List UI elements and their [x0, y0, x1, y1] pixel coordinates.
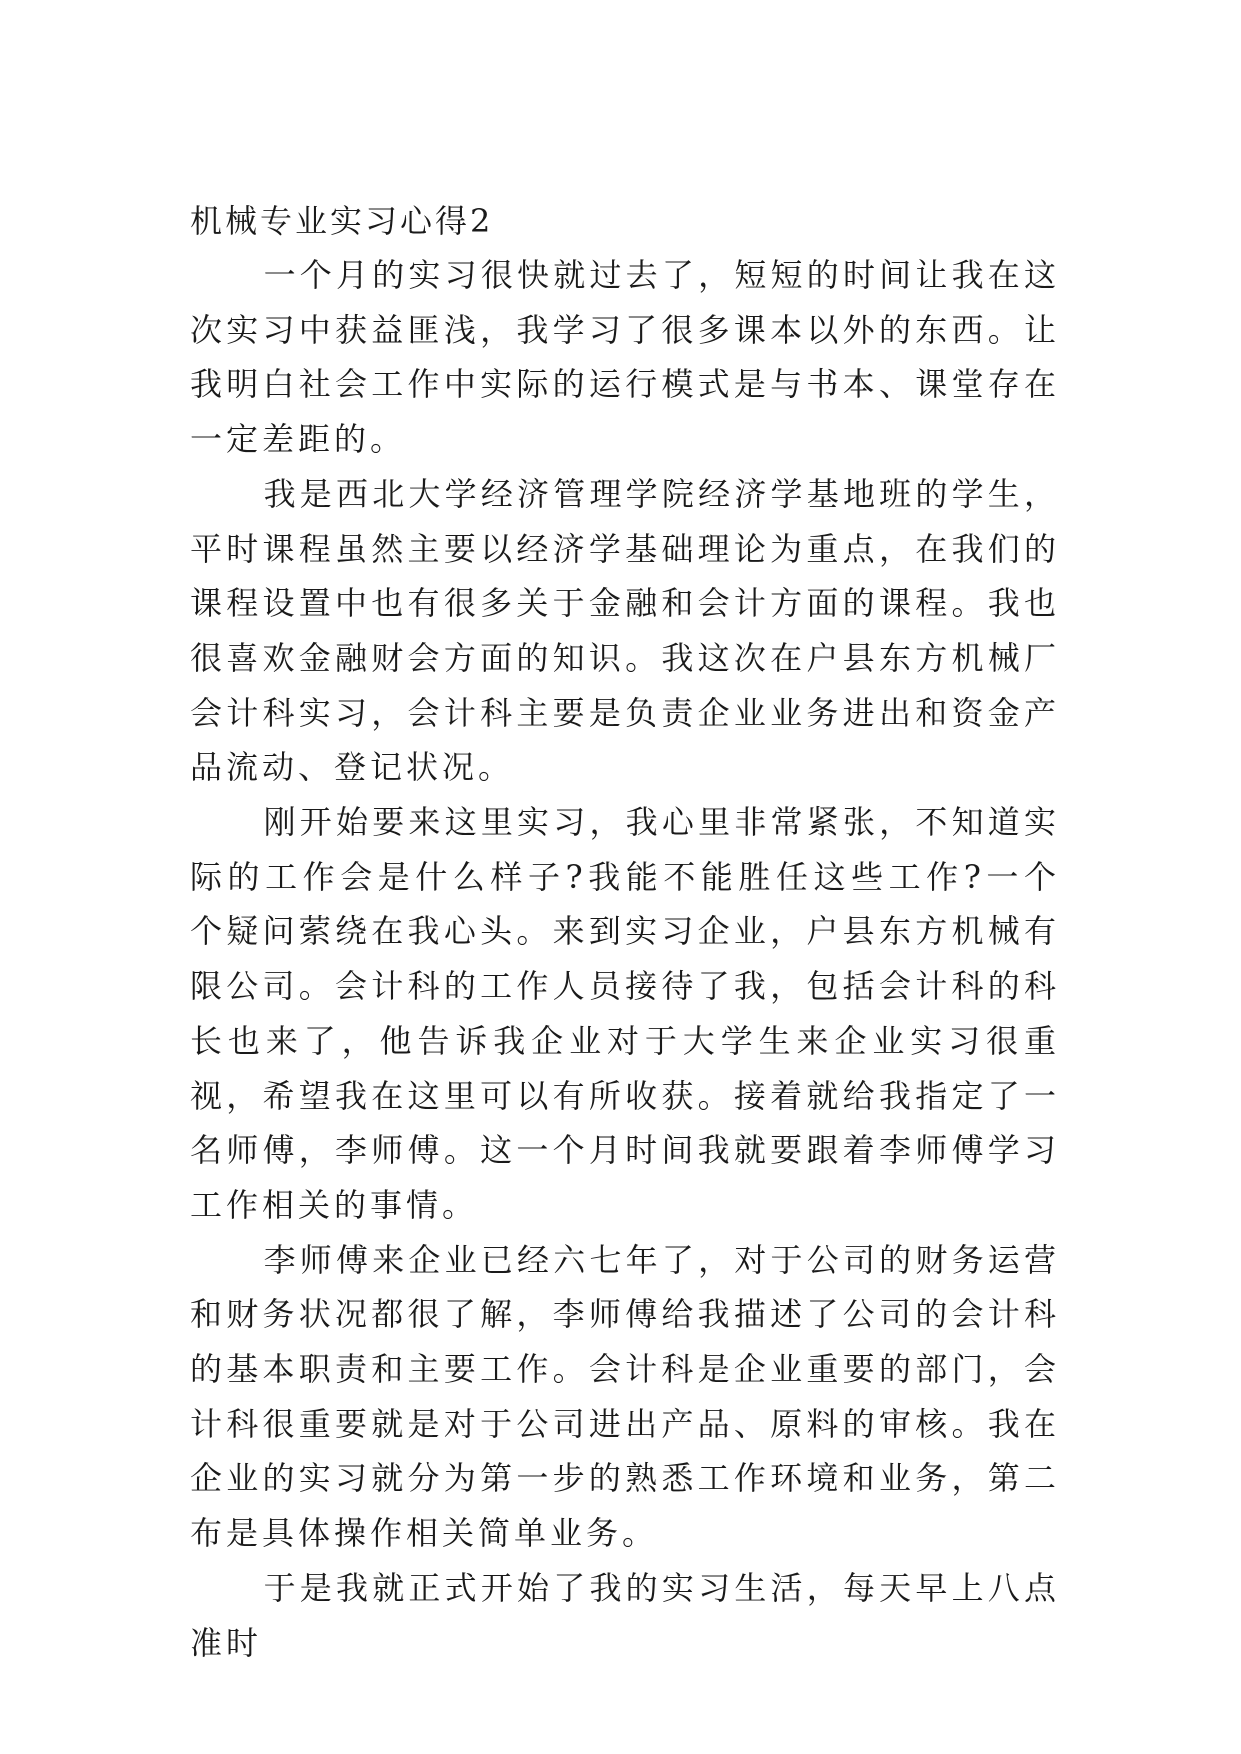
document-title: 机械专业实习心得2	[190, 202, 494, 240]
paragraph-5: 于是我就正式开始了我的实习生活，每天早上八点准时	[190, 1568, 1060, 1662]
paragraph-3: 刚开始要来这里实习，我心里非常紧张，不知道实际的工作会是什么样子?我能不能胜任这些工作?一个个疑问萦绕在我心头。来到实习企业，户县东方机械有限公司。会计科的工作人员接待了我，包括会计科的科长也来了，他告诉我企业对于大学生来企业实习很重视，希望我在这里可以有所收获。接着就给我指定了一名师傅，李师傅。这一个月时间我就要跟着李师傅学习工作相关的事情。	[190, 803, 1060, 1224]
paragraph-4: 李师傅来企业已经六七年了，对于公司的财务运营和财务状况都很了解，李师傅给我描述了公司的会计科的基本职责和主要工作。会计科是企业重要的部门，会计科很重要就是对于公司进出产品、原料的审核。我在企业的实习就分为第一步的熟悉工作环境和业务，第二布是具体操作相关简单业务。	[190, 1240, 1060, 1553]
document-body	[190, 194, 1060, 1670]
paragraph-1: 一个月的实习很快就过去了，短短的时间让我在这次实习中获益匪浅，我学习了很多课本以外的东西。让我明白社会工作中实际的运行模式是与书本、课堂存在一定差距的。	[190, 256, 1060, 459]
paragraph-2: 我是西北大学经济管理学院经济学基地班的学生，平时课程虽然主要以经济学基础理论为重点，在我们的课程设置中也有很多关于金融和会计方面的课程。我也很喜欢金融财会方面的知识。我这次在户县东方机械厂会计科实习，会计科主要是负责企业业务进出和资金产品流动、登记状况。	[190, 474, 1060, 787]
